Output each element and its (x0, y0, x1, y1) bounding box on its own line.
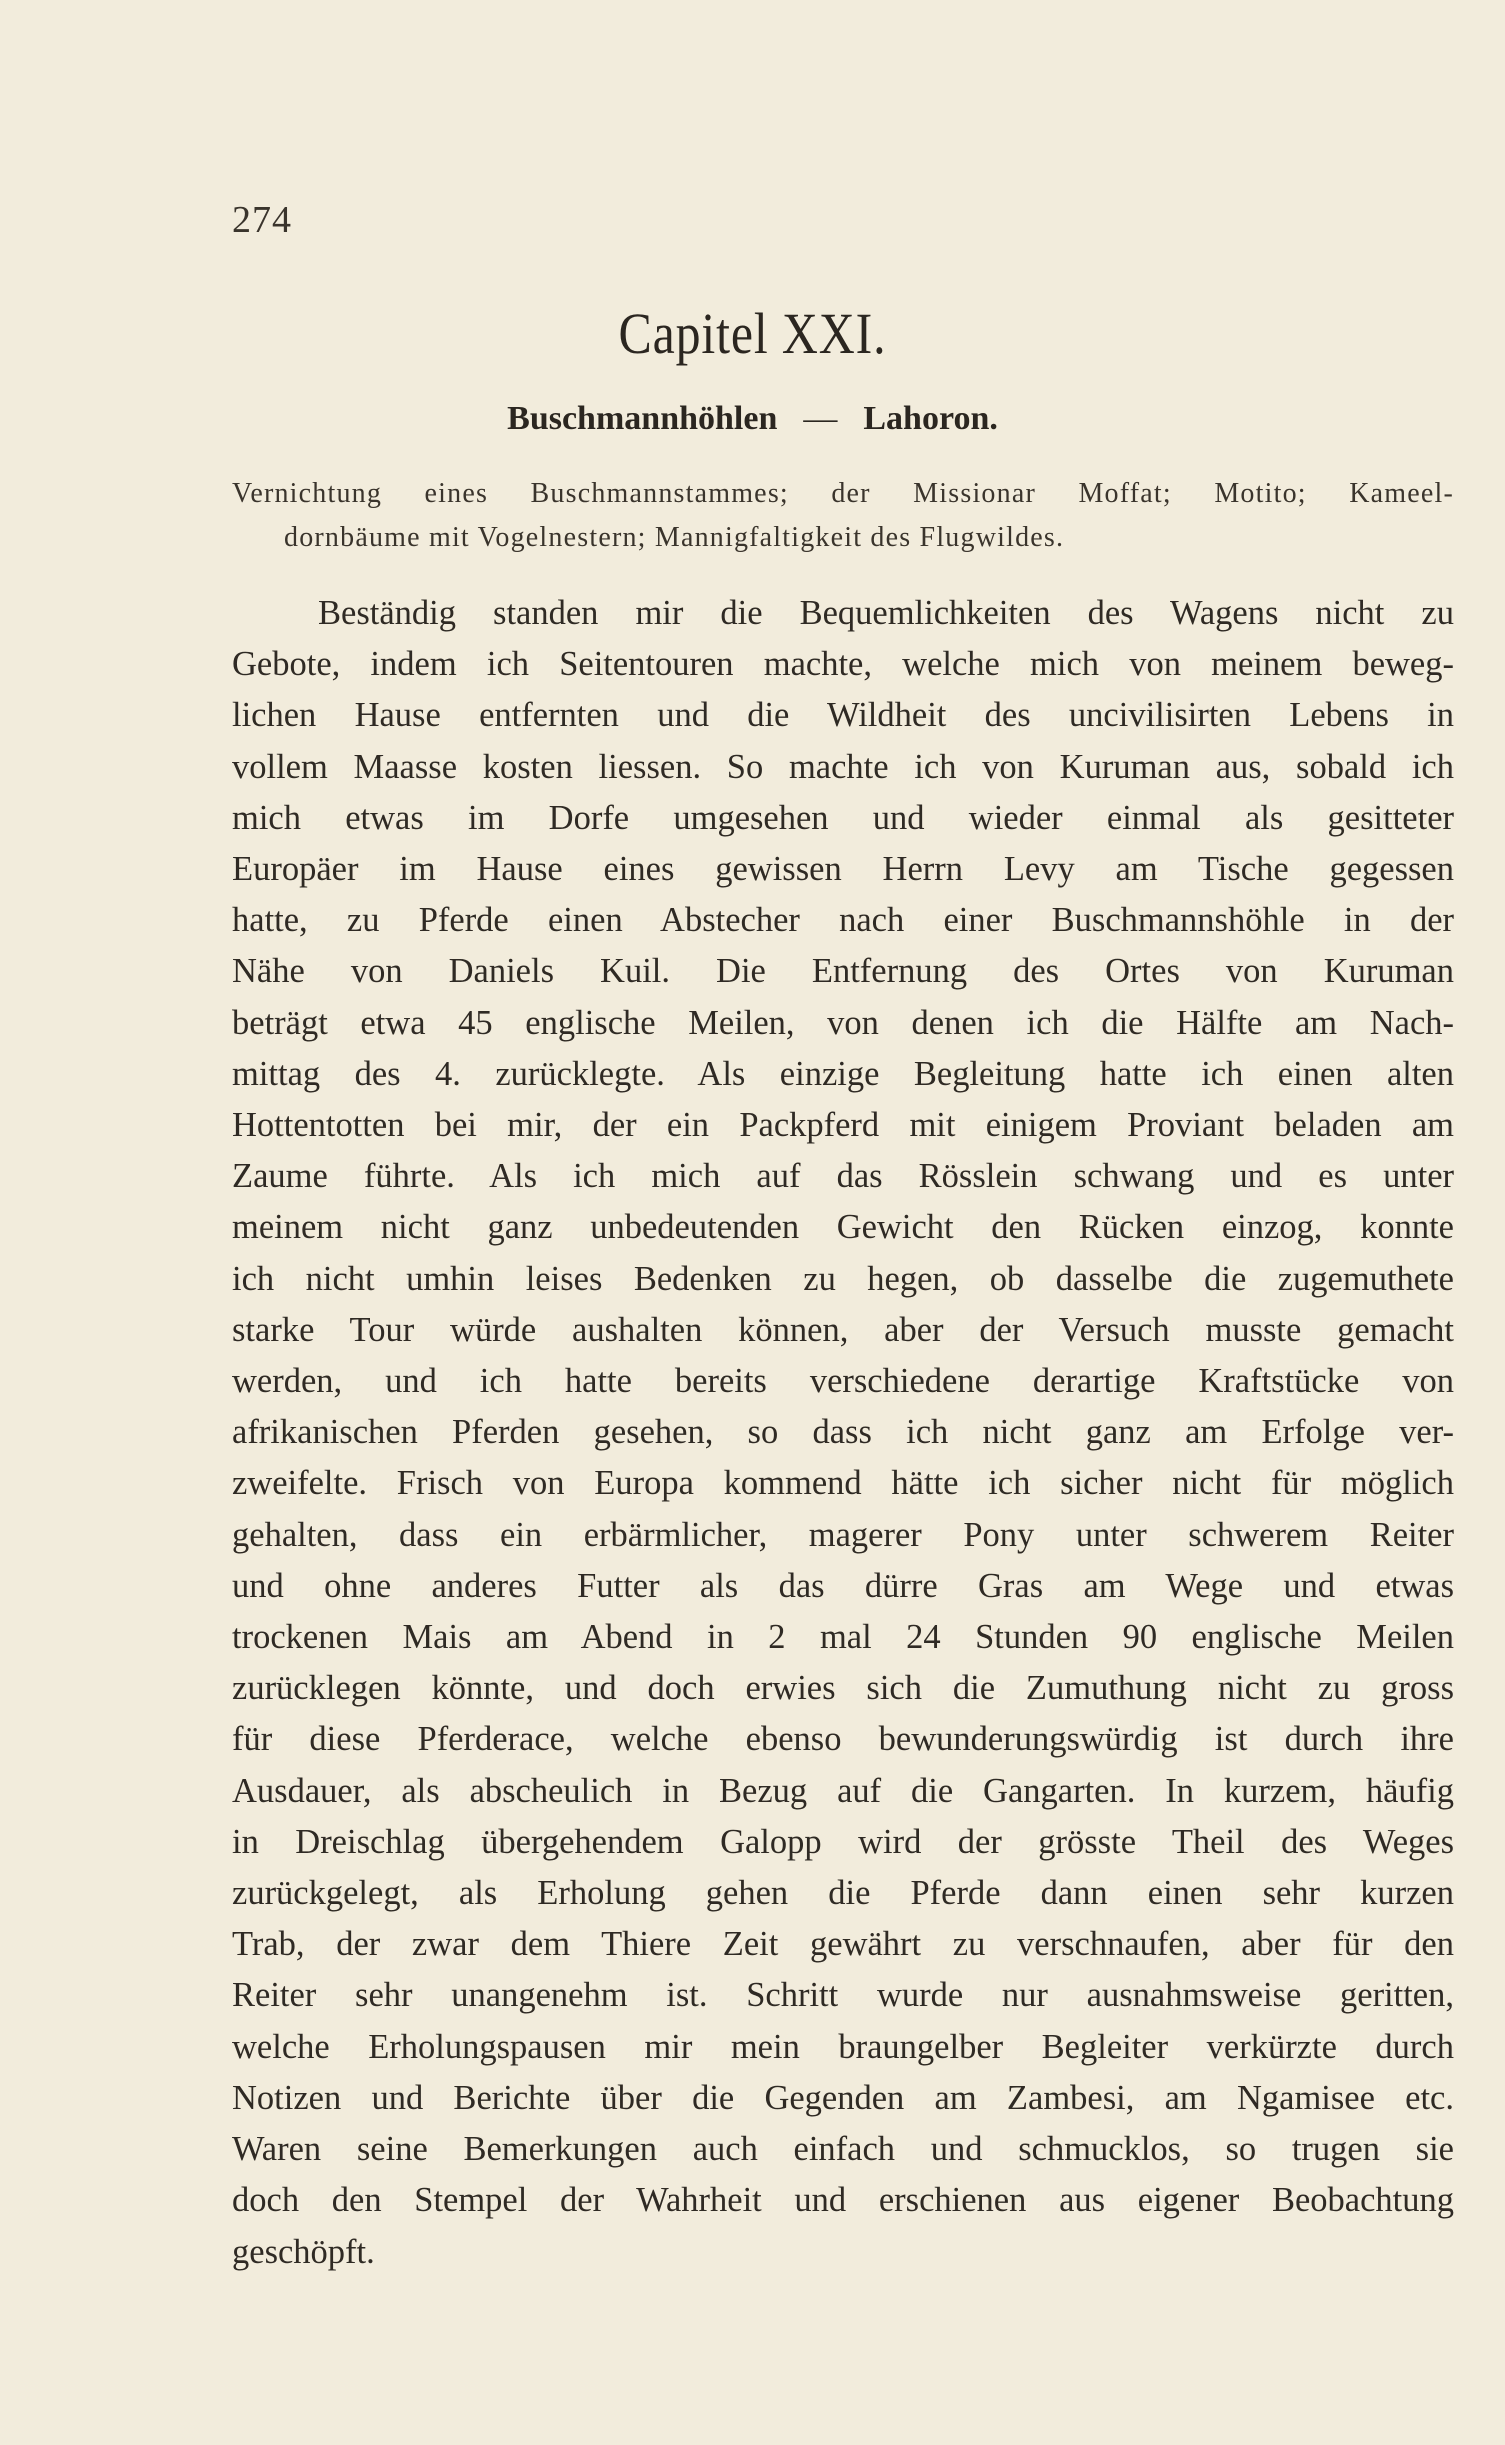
body-line: zweifelte. Frisch von Europa kommend hätte ich sicher nicht für möglich (232, 1464, 1454, 1503)
body-line: geschöpft. (232, 2232, 375, 2271)
body-line: starke Tour würde aushalten können, aber der Versuch musste gemacht (232, 1310, 1454, 1349)
body-line: hatte, zu Pferde einen Abstecher nach einer Buschmannshöhle in der (232, 901, 1454, 940)
body-line: ich nicht umhin leises Bedenken zu hegen, ob dasselbe die zugemuthete (232, 1259, 1454, 1298)
body-line: zurückgelegt, als Erholung gehen die Pferde dann einen sehr kurzen (232, 1874, 1454, 1913)
body-text (232, 588, 1454, 2278)
body-line: Gebote, indem ich Seitentouren machte, welche mich von meinem beweg- (232, 645, 1454, 684)
chapter-title: Capitel XXI. (618, 301, 887, 366)
body-line: Beständig standen mir die Bequemlichkeiten des Wagens nicht zu (318, 594, 1454, 632)
body-line: Nähe von Daniels Kuil. Die Entfernung des Ortes von Kuruman (232, 952, 1454, 991)
body-line: in Dreischlag übergehendem Galopp wird der grösste Theil des Weges (232, 1822, 1454, 1861)
body-line: Trab, der zwar dem Thiere Zeit gewährt zu verschnaufen, aber für den (232, 1925, 1454, 1964)
body-line: beträgt etwa 45 englische Meilen, von denen ich die Hälfte am Nach- (232, 1003, 1454, 1042)
body-line: werden, und ich hatte bereits verschiedene derartige Kraftstücke von (232, 1362, 1454, 1401)
body-line: gehalten, dass ein erbärmlicher, magerer Pony unter schwerem Reiter (232, 1515, 1454, 1554)
chapter-subtitle (0, 400, 1505, 438)
page-number: 274 (232, 199, 292, 241)
body-line: Ausdauer, als abscheulich in Bezug auf die Gangarten. In kurzem, häufig (232, 1771, 1454, 1810)
body-line: Waren seine Bemerkungen auch einfach und schmucklos, so trugen sie (232, 2130, 1454, 2169)
body-line: lichen Hause entfernten und die Wildheit des uncivilisirten Lebens in (232, 696, 1454, 735)
body-line: Europäer im Hause eines gewissen Herrn Levy am Tische gegessen (232, 850, 1454, 889)
body-line: und ohne anderes Futter als das dürre Gras am Wege und etwas (232, 1566, 1454, 1605)
chapter-subtitle-left: Buschmannhöhlen (507, 400, 778, 437)
body-line: Zaume führte. Als ich mich auf das Rösslein schwang und es unter (232, 1157, 1454, 1196)
body-line: meinem nicht ganz unbedeutenden Gewicht den Rücken einzog, konnte (232, 1208, 1454, 1247)
chapter-summary-line: Vernichtung eines Buschmannstammes; der Missionar Moffat; Motito; Kameel- (232, 478, 1454, 509)
body-line: mittag des 4. zurücklegte. Als einzige Begleitung hatte ich einen alten (232, 1054, 1454, 1093)
body-line: Reiter sehr unangenehm ist. Schritt wurde nur ausnahmsweise geritten, (232, 1976, 1454, 2015)
body-line: trockenen Mais am Abend in 2 mal 24 Stunden 90 englische Meilen (232, 1618, 1454, 1657)
body-line: doch den Stempel der Wahrheit und erschienen aus eigener Beobachtung (232, 2181, 1454, 2220)
chapter-subtitle-dash: — (803, 400, 838, 437)
body-line: Notizen und Berichte über die Gegenden am Zambesi, am Ngamisee etc. (232, 2078, 1454, 2117)
body-line: welche Erholungspausen mir mein braungelber Begleiter verkürzte durch (232, 2027, 1454, 2066)
chapter-subtitle-right: Lahoron. (863, 400, 998, 437)
body-line: vollem Maasse kosten liessen. So machte ich von Kuruman aus, sobald ich (232, 747, 1454, 786)
body-line: zurücklegen könnte, und doch erwies sich die Zumuthung nicht zu gross (232, 1669, 1454, 1708)
body-line: mich etwas im Dorfe umgesehen und wieder einmal als gesitteter (232, 798, 1454, 837)
body-line: Hottentotten bei mir, der ein Packpferd mit einigem Proviant beladen am (232, 1106, 1454, 1145)
body-line: für diese Pferderace, welche ebenso bewunderungswürdig ist durch ihre (232, 1720, 1454, 1759)
body-line: afrikanischen Pferden gesehen, so dass ich nicht ganz am Erfolge ver- (232, 1413, 1454, 1452)
chapter-summary-line: dornbäume mit Vogelnestern; Mannigfaltigkeit des Flugwildes. (284, 522, 1065, 553)
chapter-summary (232, 472, 1454, 560)
